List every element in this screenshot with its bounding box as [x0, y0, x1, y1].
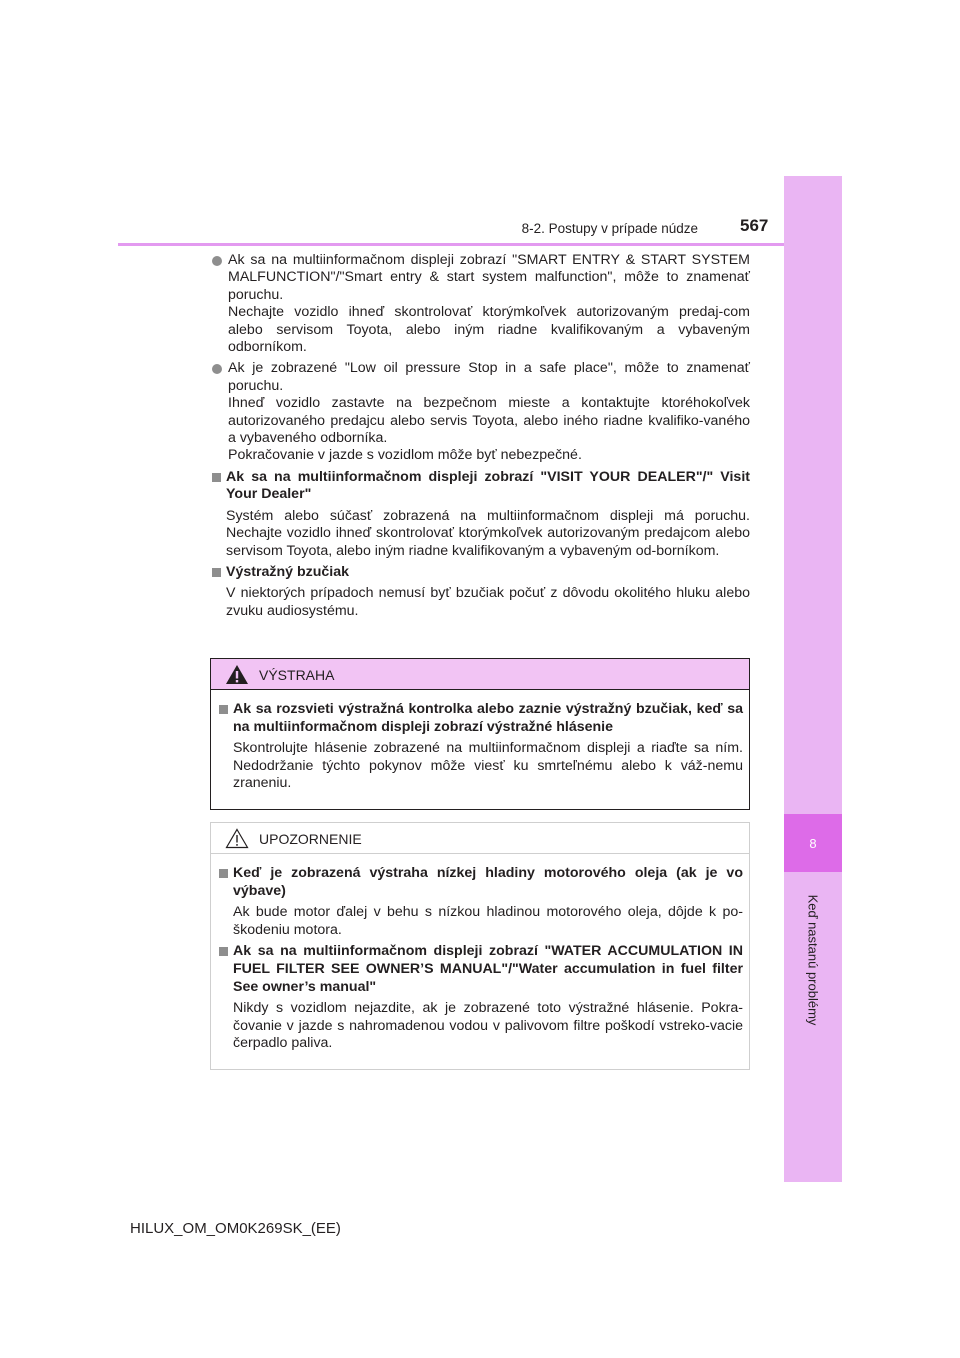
chapter-side-tab [784, 176, 842, 1182]
chapter-number: 8 [784, 814, 842, 872]
caution-heading: Keď je zobrazená výstraha nízkej hladiny motorového oleja (ak je vo výbave) [217, 865, 743, 900]
warning-box-body [211, 690, 749, 793]
bullet-line: Ak sa na multiinformačnom displeji zobrazí "SMART ENTRY & START SYSTEM MALFUNCTION"/"Smart entry & start system malfunction", môže to znamenať poruchu. [228, 252, 750, 303]
square-bullet-icon [219, 705, 228, 714]
caution-label: UPOZORNENIE [259, 831, 362, 847]
chapter-label: Keď nastanú problémy [805, 894, 821, 1026]
caution-text: Ak bude motor ďalej v behu s nízkou hladinou motorového oleja, dôjde k po-škodeniu motora. [233, 904, 743, 938]
caution-text: Nikdy s vozidlom nejazdite, ak je zobrazené toto výstražné hlásenie. Pokra-čovanie v jazde s nahromadenou vodou v palivovom filtre poškodí vstreko-vacie čerpadlo paliva. [233, 1000, 743, 1052]
bullet-dot-icon [212, 364, 222, 374]
bullet-line: Ak je zobrazené "Low oil pressure Stop in a safe place", môže to znamenať poruchu. [228, 360, 750, 394]
section-title: 8-2. Postupy v prípade núdze [521, 221, 698, 236]
document-code: HILUX_OM_OM0K269SK_(EE) [130, 1220, 341, 1237]
warning-box [210, 658, 750, 810]
section-body: Systém alebo súčasť zobrazená na multiinformačnom displeji má poruchu. Nechajte vozidlo ihneď skontrolovať ktorýmkoľvek autorizovaným predajcom alebo servisom Toyota, alebo iným riadne kvalifikovaným a vybaveným od-borníkom. [226, 507, 750, 559]
warning-label: VÝSTRAHA [259, 667, 335, 683]
caution-box [210, 822, 750, 1070]
caution-triangle-icon [225, 828, 249, 849]
square-bullet-icon [219, 869, 228, 878]
caution-heading: Ak sa na multiinformačnom displeji zobrazí "WATER ACCUMULATION IN FUEL FILTER SEE OWNER’S MANUAL"/"Water accumulation in fuel filter See owner’s manual" [217, 943, 743, 996]
bullet-line: Ihneď vozidlo zastavte na bezpečnom mieste a kontaktujte ktoréhokoľvek autorizovaného predajcu alebo servis Toyota, alebo iného riadne kvalifiko-vaného a vybaveného odborníka. [228, 395, 750, 447]
square-bullet-icon [219, 947, 228, 956]
page-number: 567 [740, 216, 769, 235]
square-bullet-icon [212, 568, 221, 577]
warning-triangle-icon [225, 664, 249, 685]
bullet-line: Pokračovanie v jazde s vozidlom môže byť nebezpečné. [228, 447, 582, 464]
warning-box-header [211, 659, 749, 690]
caution-box-body [211, 854, 749, 1053]
bullet-item [210, 360, 750, 464]
header-rule [118, 243, 784, 246]
section-body: V niektorých prípadoch nemusí byť bzučiak počuť z dôvodu okolitého hluku alebo zvuku audiosystému. [226, 585, 750, 619]
bullet-item [210, 252, 750, 356]
square-bullet-icon [212, 473, 221, 482]
section-heading: Ak sa na multiinformačnom displeji zobrazí "VISIT YOUR DEALER"/" Visit Your Dealer" [210, 469, 750, 504]
page-content [210, 252, 750, 624]
caution-box-header [211, 823, 749, 854]
warning-text: Skontrolujte hlásenie zobrazené na multiinformačnom displeji a riaďte sa ním. Nedodržanie týchto pokynov môže viesť ku smrteľnému alebo k váž-nemu zraneniu. [233, 740, 743, 792]
warning-heading: Ak sa rozsvieti výstražná kontrolka alebo zaznie výstražný bzučiak, keď sa na multiinformačnom displeji zobrazí výstražné hlásenie [217, 701, 743, 736]
section-heading: Výstražný bzučiak [210, 564, 750, 581]
bullet-dot-icon [212, 256, 222, 266]
bullet-line: Nechajte vozidlo ihneď skontrolovať ktorýmkoľvek autorizovaným predaj-com alebo servisom Toyota, alebo iným riadne kvalifikovaným a vybaveným odborníkom. [228, 304, 750, 356]
